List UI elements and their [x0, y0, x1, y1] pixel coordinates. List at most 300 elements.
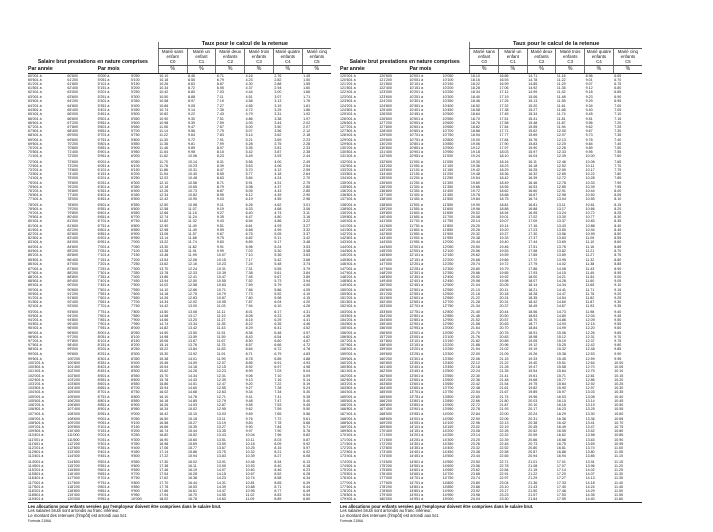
rate-cell: 22.00 [499, 411, 509, 416]
rate-cell: 22.71 [499, 459, 509, 464]
salary-cell: 14'201 à [409, 432, 424, 437]
rate-cell: 18.02 [159, 497, 169, 502]
rate-cell: 4.10 [303, 292, 311, 297]
rate-cell: 13.59 [188, 335, 198, 340]
rate-cell: 10.95 [614, 442, 624, 447]
rate-cell: 7.11 [216, 95, 224, 100]
rate-cell: 16.34 [159, 407, 169, 412]
rate-table-body [28, 74, 331, 502]
salary-cell: 13'401 à [409, 364, 424, 369]
rate-cell: 9.41 [245, 395, 253, 400]
rate-cell: 13.30 [585, 411, 595, 416]
salary-cell: 139'801 à [340, 214, 356, 219]
rate-cell: 16.58 [159, 420, 169, 425]
salary-cell: 69'000 [67, 133, 79, 138]
rate-cell: 16.10 [159, 395, 169, 400]
salary-cell: 13'350 [442, 356, 454, 361]
rate-cell: 8.64 [245, 347, 253, 352]
rate-cell: 15.30 [159, 352, 169, 357]
rate-cell: 9.07 [585, 82, 593, 87]
rate-cell: 15.94 [159, 386, 169, 391]
rate-cell: 9.10 [614, 282, 622, 287]
rate-cell: 13.43 [216, 432, 226, 437]
salary-cell: 14'751 à [409, 481, 424, 486]
rate-cell: 13.38 [159, 249, 169, 254]
rate-cell: 12.52 [556, 163, 566, 168]
rate-cell: 12.31 [585, 335, 595, 340]
rate-cell: 19.66 [470, 185, 480, 190]
salary-cell: 112'800 [67, 446, 80, 451]
salary-cell: 75'601 à [28, 185, 42, 190]
rate-cell: 14.15 [216, 471, 226, 476]
rate-cell: 10.72 [585, 210, 595, 215]
rate-cell: 10.88 [245, 485, 255, 490]
rate-cell: 14.35 [585, 493, 595, 498]
salary-cell: 6'801 à [97, 228, 110, 232]
rate-cell: 14.55 [216, 493, 226, 498]
salary-cell: 123'601 à [340, 99, 356, 104]
rate-cell: 22.36 [470, 377, 480, 382]
salary-cell: 114'000 [67, 454, 80, 459]
rate-cell: 10.67 [245, 471, 255, 476]
rate-cell: 7.45 [245, 274, 253, 279]
rate-cell: 10.95 [216, 300, 226, 305]
salary-cell: 61'201 à [28, 82, 42, 87]
rate-cell: 13.17 [556, 206, 566, 211]
salary-cell: 139'800 [379, 210, 392, 215]
rate-cell: 22.30 [470, 373, 480, 378]
salary-cell: 10'300 [442, 95, 454, 100]
rate-cell: 3.84 [303, 270, 311, 275]
salary-cell: 6'600 [131, 206, 140, 211]
salary-cell: 70'201 à [28, 146, 42, 151]
rate-cell: 9.55 [245, 403, 253, 408]
salary-cell: 151'800 [379, 296, 392, 301]
rate-cell: 13.00 [188, 304, 198, 309]
rate-cell: 15.45 [556, 356, 566, 361]
salary-cell: 73'800 [67, 167, 79, 172]
rate-cell: 10.42 [159, 90, 169, 95]
salary-cell: 10'000 [131, 497, 142, 502]
rate-cell: 11.14 [159, 128, 168, 133]
unit-label: % [216, 66, 245, 74]
rate-cell: 7.96 [274, 432, 282, 437]
rate-cell: 19.14 [499, 223, 509, 228]
salary-cell: 63'601 à [28, 99, 42, 104]
rate-cell: 9.40 [585, 107, 593, 112]
rate-cell: 7.31 [245, 266, 253, 271]
rate-cell: 8.46 [274, 467, 282, 472]
rate-cell: 11.91 [216, 352, 226, 357]
salary-cell: 171'601 à [340, 442, 356, 447]
salary-cell: 10'751 à [409, 138, 424, 143]
rate-cell: 9.34 [245, 390, 253, 395]
rate-cell: 19.54 [528, 368, 538, 373]
rate-cell: 8.10 [614, 197, 622, 202]
rate-cell: 9.13 [245, 377, 253, 382]
rate-cell: 4.72 [245, 107, 253, 112]
rate-cell: 10.00 [585, 154, 595, 159]
salary-cell: 157'201 à [340, 339, 356, 344]
rate-cell: 5.82 [303, 432, 311, 437]
rate-cell: 8.96 [585, 74, 593, 78]
rate-cell: 17.54 [159, 471, 169, 476]
salary-cell: 72'001 à [28, 159, 42, 164]
rate-cell: 19.60 [470, 181, 480, 186]
salary-cell: 129'001 à [340, 138, 356, 143]
salary-cell: 8'601 à [97, 382, 110, 386]
rate-cell: 14.18 [585, 481, 595, 486]
rate-cell: 14.18 [159, 292, 169, 297]
rate-cell: 12.58 [159, 206, 169, 211]
salary-cell: 6'800 [131, 223, 140, 228]
rate-cell: 22.42 [470, 382, 480, 386]
salary-cell: 13'600 [442, 377, 454, 382]
rate-cell: 15.60 [188, 438, 198, 443]
salary-cell: 13'150 [442, 339, 454, 344]
salary-cell: 102'001 à [28, 373, 44, 378]
rate-cell: 6.60 [274, 339, 282, 344]
salary-cell: 14'501 à [409, 459, 424, 464]
rate-cell: 16.10 [556, 399, 566, 404]
rate-cell: 1.66 [303, 90, 311, 95]
rate-cell: 9.56 [585, 120, 593, 125]
rate-cell: 3.07 [274, 95, 282, 100]
salary-cell: 127'801 à [340, 128, 356, 133]
rate-cell: 21.52 [470, 317, 480, 322]
salary-cell: 91'201 à [28, 296, 42, 301]
salary-cell: 172'801 à [340, 450, 356, 455]
rate-cell: 17.90 [499, 142, 509, 147]
rate-cell: 20.02 [470, 210, 480, 215]
rate-cell: 14.26 [159, 296, 169, 301]
salary-cell: 5'850 [131, 142, 140, 147]
salary-cell: 96'001 à [28, 331, 42, 336]
salary-cell: 63'000 [67, 90, 79, 95]
rate-cell: 14.60 [188, 386, 198, 391]
salary-cell: 132'000 [379, 154, 392, 159]
salary-cell: 6'550 [131, 202, 140, 207]
rate-cell: 6.97 [274, 364, 282, 369]
rate-cell: 12.31 [216, 373, 226, 378]
salary-cell: 119'401 à [28, 497, 44, 502]
rate-cell: 11.55 [614, 493, 623, 498]
rate-cell: 2.85 [303, 189, 311, 194]
rate-cell: 14.31 [216, 481, 226, 486]
rate-cell: 4.93 [245, 120, 253, 125]
rate-cell: 13.14 [585, 399, 595, 404]
salary-cell: 12'150 [442, 253, 454, 258]
rate-cell: 9.56 [188, 128, 196, 133]
salary-cell: 172'800 [379, 446, 392, 451]
rate-cell: 6.79 [274, 352, 282, 357]
salary-cell: 113'401 à [28, 454, 44, 459]
rate-cell: 7.27 [216, 103, 224, 108]
rate-cell: 5.79 [274, 282, 282, 287]
salary-cell: 73'801 à [28, 171, 42, 176]
rate-cell: 3.69 [274, 138, 282, 143]
rate-cell: 15.34 [528, 111, 538, 116]
rate-cell: 11.02 [245, 493, 255, 498]
salary-cell: 11'000 [442, 154, 454, 159]
rate-cell: 7.25 [614, 124, 622, 129]
rate-cell: 10.87 [216, 296, 226, 301]
salary-cell: 61'800 [67, 82, 79, 87]
salary-cell: 9'150 [131, 424, 140, 429]
rate-cell: 19.66 [499, 257, 509, 262]
salary-cell: 11'351 à [409, 189, 423, 194]
rate-cell: 4.31 [274, 181, 282, 186]
rate-cell: 8.15 [274, 446, 282, 451]
salary-cell: 79'201 à [28, 210, 42, 215]
salary-cell: 61'801 à [28, 86, 42, 91]
salary-cell: 166'201 à [340, 403, 356, 408]
salary-cell: 135'600 [379, 181, 392, 186]
rate-cell: 16.19 [188, 467, 198, 472]
salary-cell: 12'101 à [409, 253, 424, 258]
rate-cell: 6.08 [303, 454, 311, 459]
rate-cell: 9.43 [216, 218, 224, 223]
rate-cell: 15.77 [188, 446, 198, 451]
salary-cell: 96'000 [67, 325, 79, 330]
rate-cell: 7.00 [614, 103, 622, 108]
rate-cell: 9.72 [188, 138, 196, 143]
rate-cell: 12.23 [216, 368, 226, 373]
rate-cell: 6.04 [274, 300, 282, 305]
salary-cell: 12'100 [442, 249, 454, 254]
salary-cell: 13'351 à [409, 360, 424, 365]
rate-cell: 17.71 [499, 128, 509, 133]
salary-cell: 11'701 à [409, 218, 423, 223]
rate-cell: 7.72 [274, 416, 282, 421]
salary-cell: 11'151 à [409, 171, 423, 176]
rate-cell: 13.41 [585, 420, 595, 425]
salary-cell: 5'401 à [97, 107, 110, 112]
salary-cell: 69'600 [67, 138, 79, 143]
rate-cell: 20.44 [499, 309, 509, 314]
rate-cell: 22.24 [470, 368, 480, 373]
rate-cell: 21.15 [528, 467, 538, 472]
rate-cell: 22.12 [470, 360, 480, 365]
rate-cell: 14.54 [556, 296, 566, 301]
rate-cell: 7.55 [614, 150, 622, 155]
rate-cell: 16.86 [499, 74, 509, 78]
rate-cell: 1.97 [303, 116, 311, 121]
salary-cell: 5'751 à [97, 138, 110, 143]
rate-cell: 20.96 [499, 343, 509, 348]
rate-cell: 2.94 [274, 86, 282, 91]
rate-cell: 8.95 [216, 193, 224, 198]
rate-cell: 10.11 [245, 438, 255, 443]
rate-cell: 8.03 [274, 438, 282, 443]
rate-cell: 10.25 [614, 382, 624, 386]
salaire-label: Salaire brut prestations en nature comprises [37, 59, 148, 66]
rate-cell: 11.76 [585, 292, 595, 297]
salary-cell: 133'800 [379, 167, 392, 172]
salary-cell: 9'651 à [97, 471, 110, 476]
salary-cell: 5'701 à [97, 133, 110, 138]
salary-cell: 10'100 [442, 78, 454, 83]
salary-cell: 10'201 à [409, 90, 424, 95]
salary-cell: 63'001 à [28, 95, 42, 100]
rate-cell: 3.37 [303, 232, 311, 237]
rate-cell: 11.22 [556, 78, 566, 83]
salary-cell: 14'550 [442, 459, 454, 464]
rate-cell: 7.30 [614, 128, 622, 133]
rate-cell: 21.22 [528, 471, 538, 476]
salary-cell: 14'250 [442, 432, 454, 437]
salary-cell: 66'600 [67, 116, 79, 121]
rate-cell: 10.82 [188, 193, 198, 198]
salary-cell: 123'600 [379, 95, 392, 100]
rate-cell: 14.29 [585, 489, 595, 494]
salary-cell: 144'601 à [340, 249, 356, 254]
rate-cell: 12.33 [188, 270, 198, 275]
rate-cell: 16.81 [528, 202, 538, 207]
salary-cell: 118'200 [67, 485, 80, 490]
rate-cell: 17.40 [556, 485, 566, 490]
rate-cell: 20.18 [499, 292, 509, 297]
rate-cell: 19.48 [470, 171, 480, 176]
rate-cell: 15.70 [159, 373, 169, 378]
rate-cell: 11.20 [614, 463, 623, 468]
salary-cell: 7'901 à [97, 321, 110, 326]
rate-cell: 22.96 [470, 420, 480, 425]
rate-cell: 17.53 [556, 493, 566, 498]
rate-cell: 15.06 [556, 331, 566, 336]
salary-cell: 124'200 [379, 99, 392, 104]
salary-cell: 135'001 à [340, 181, 356, 186]
rate-cell: 15.64 [556, 368, 566, 373]
salary-cell: 9'700 [131, 471, 140, 476]
rate-cell: 18.63 [528, 313, 538, 318]
salary-cell: 176'400 [379, 471, 392, 476]
salary-cell: 11'750 [442, 218, 454, 223]
rate-cell: 9.81 [188, 142, 196, 147]
salary-cell: 124'801 à [340, 107, 356, 112]
rate-cell: 20.50 [499, 313, 509, 318]
rate-cell: 17.58 [499, 120, 509, 125]
rate-cell: 13.70 [159, 266, 169, 271]
rate-cell: 23.17 [499, 489, 509, 494]
salary-cell: 5'500 [131, 111, 140, 116]
salary-cell: 13'950 [442, 407, 454, 412]
salary-cell: 10'650 [442, 124, 454, 129]
salary-cell: 13'750 [442, 390, 454, 395]
rate-cell: 10.80 [614, 428, 624, 433]
rate-cell: 18.34 [470, 90, 480, 95]
rate-cell: 21.35 [499, 368, 509, 373]
rate-cell: 12.20 [585, 325, 595, 330]
salary-cell: 6'051 à [97, 163, 110, 168]
salary-cell: 12'500 [442, 282, 454, 287]
rate-cell: 18.77 [528, 321, 538, 326]
rate-cell: 20.86 [470, 270, 480, 275]
salary-cell: 10'051 à [409, 78, 424, 83]
salary-cell: 91'801 à [28, 300, 42, 305]
rate-cell: 7.67 [216, 124, 224, 129]
rate-cell: 7.05 [614, 107, 622, 112]
salary-cell: 10'050 [442, 74, 454, 78]
rate-cell: 19.40 [499, 240, 509, 245]
rate-cell: 5.09 [303, 373, 311, 378]
rate-cell: 7.52 [245, 278, 253, 283]
rate-cell: 5.87 [303, 438, 311, 443]
salary-cell: 13'900 [442, 403, 454, 408]
salary-cell: 13'800 [442, 395, 454, 400]
rate-cell: 12.15 [216, 364, 226, 369]
rate-cell: 13.56 [556, 232, 566, 237]
rate-cell: 12.39 [556, 154, 566, 159]
salary-cell: 64'800 [67, 103, 79, 108]
salary-cell: 135'601 à [340, 185, 356, 190]
salary-cell: 14'851 à [409, 489, 424, 494]
rate-cell: 14.21 [556, 274, 566, 279]
rate-cell: 5.00 [245, 124, 253, 129]
rate-cell: 13.86 [159, 274, 169, 279]
salary-cell: 83'400 [67, 236, 79, 241]
unit-label: % [585, 66, 614, 74]
salary-cell: 5'100 [131, 78, 140, 83]
rate-cell: 23.38 [470, 450, 480, 455]
footnote-bold: Les allocations pour enfants versées par l'employeur doivent être comprises dans le salaire brut. [340, 504, 534, 510]
salary-cell: 11'650 [442, 210, 454, 215]
rate-cell: 19.98 [499, 278, 509, 283]
salary-cell: 7'150 [131, 253, 140, 258]
rate-cell: 5.98 [274, 296, 282, 301]
rate-cell: 14.82 [159, 325, 169, 330]
salary-cell: 11'251 à [409, 181, 423, 186]
salary-cell: 8'951 à [97, 411, 110, 416]
rate-cell: 4.36 [303, 313, 311, 318]
rate-cell: 11.81 [556, 116, 566, 121]
salary-cell: 8'400 [131, 360, 140, 365]
salary-cell: 8'900 [131, 403, 140, 408]
rate-cell: 12.39 [216, 377, 226, 382]
salary-cell: 8'401 à [97, 364, 110, 369]
rate-cell: 22.48 [470, 386, 480, 391]
salary-cell: 153'600 [379, 309, 392, 314]
salary-cell: 121'800 [379, 82, 392, 87]
rate-cell: 17.30 [528, 232, 538, 237]
rate-cell: 10.20 [614, 377, 624, 382]
rate-cell: 11.09 [245, 497, 255, 502]
salary-cell: 132'601 à [340, 163, 356, 168]
rate-table [340, 42, 642, 501]
salary-cell: 164'400 [379, 386, 392, 391]
rate-cell: 17.01 [556, 459, 566, 464]
rate-cell: 9.75 [216, 236, 224, 241]
rate-cell: 20.08 [470, 214, 480, 219]
rate-cell: 8.21 [274, 450, 282, 455]
salary-cell: 7'400 [131, 274, 140, 279]
rate-cell: 4.62 [274, 202, 282, 207]
salary-cell: 8'800 [131, 395, 140, 400]
salary-cell: 14'350 [442, 442, 454, 447]
rate-cell: 9.30 [188, 116, 196, 121]
salary-cell: 11'350 [442, 185, 454, 190]
rate-cell: 9.50 [614, 317, 622, 322]
salary-cell: 93'001 à [28, 309, 42, 314]
rate-cell: 20.38 [528, 420, 538, 425]
rate-cell: 7.78 [274, 420, 282, 425]
rate-cell: 9.40 [614, 309, 622, 314]
unit-label: % [245, 66, 274, 74]
salary-cell: 90'000 [67, 282, 79, 287]
rate-cell: 1.55 [303, 82, 311, 87]
salary-cell: 136'201 à [340, 189, 356, 194]
rate-cell: 14.47 [556, 292, 566, 297]
